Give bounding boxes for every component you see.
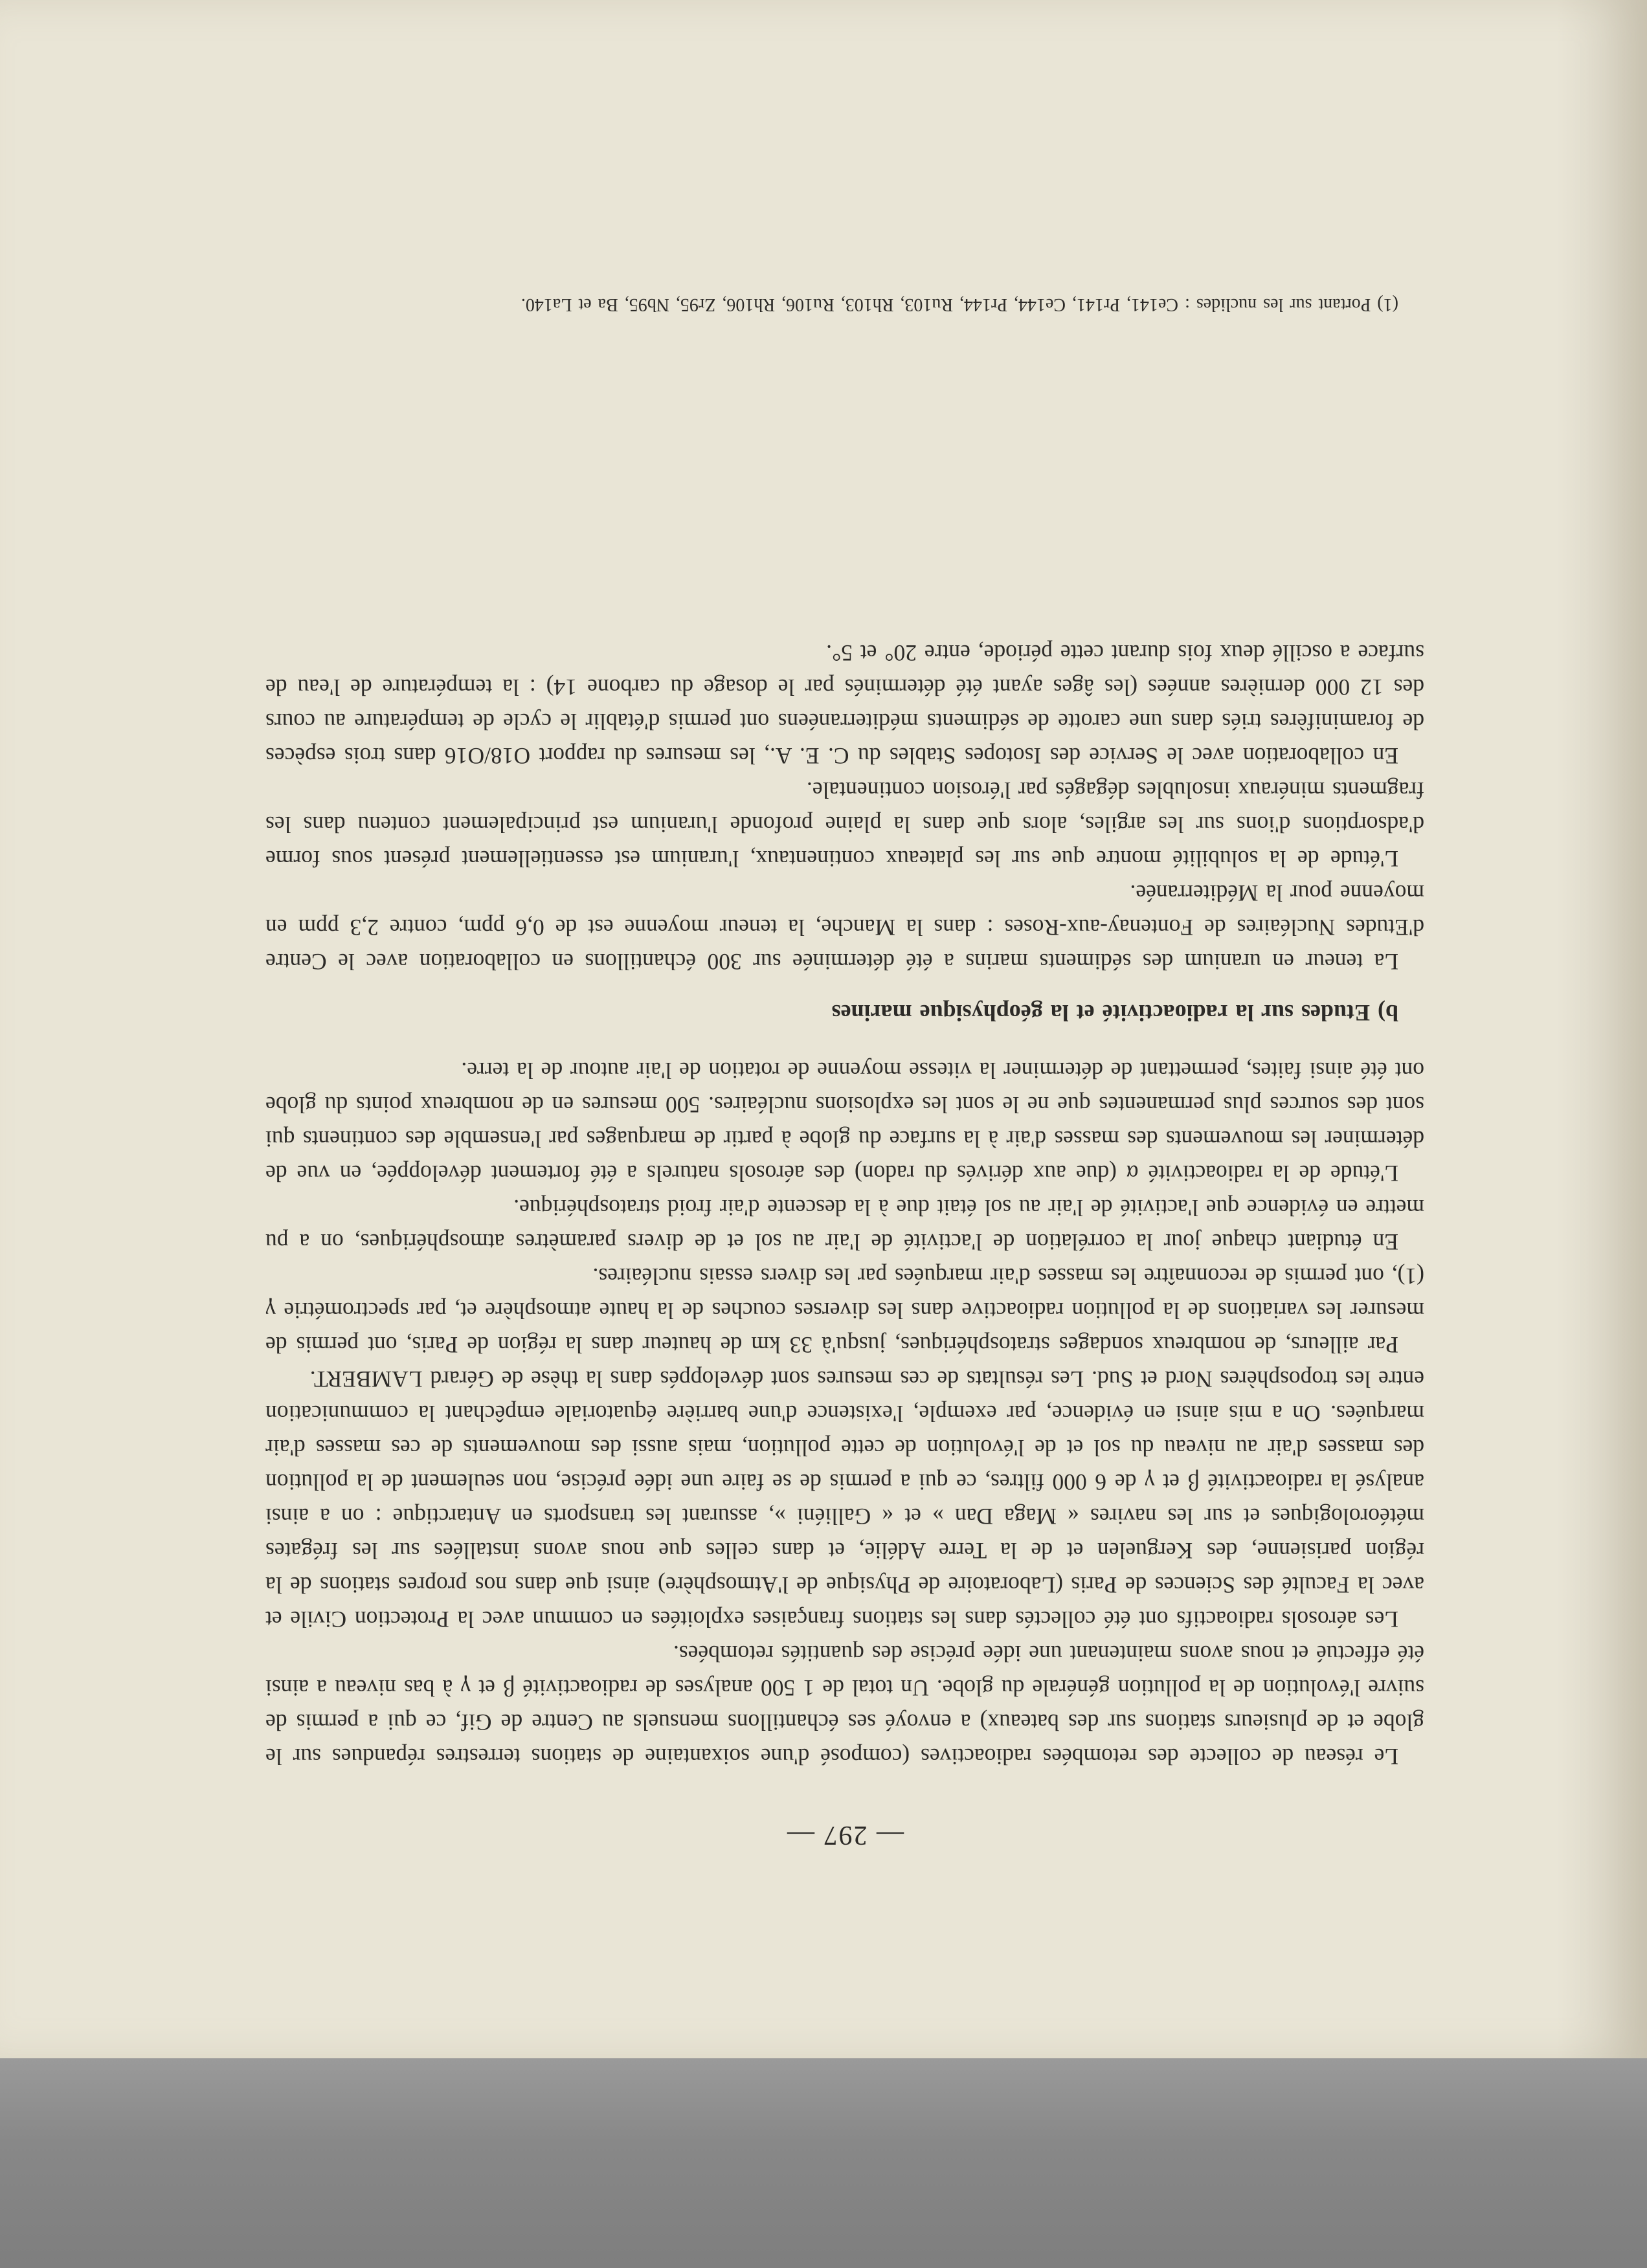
page-number: — 297 — [786,1820,904,1850]
paragraph: La teneur en uranium des sédiments marins a été déterminée sur 300 échantillons en collaboration avec le Centre d'Etudes Nucléaires de Fontenay-aux-Roses : dans la Manche, la teneur moyenne est de 0,6 ppm, contre 2,3 ppm en moyenne pour la Méditerranée. [265,880,1424,975]
page-body [265,636,1424,1851]
section-heading: b) Etudes sur la radioactivité et la géophysique marines [831,1000,1398,1026]
paragraph: Les aérosols radioactifs ont été collectés dans les stations françaises exploitées en commun avec la Protection Civile et avec la Faculté des Sciences de Paris (Laboratoire de Physique de l'Atmosphère) ainsi que dans nos propres stations de la région parisienne, des Kerguelen et de la Terre Adélie, et dans celles que nous avons installées sur les frégates météorologiques et sur les navires « Maga Dan » et « Galliéni », assurant les transports en Antarctique : on a ainsi analysé la radioactivité β et γ de 6 000 filtres, ce qui a permis de se faire une idée précise, non seulement de la pollution des masses d'air au niveau du sol et de l'évolution de cette pollution, mais aussi des mouvements de ces masses d'air marquées. On a mis ainsi en évidence, par exemple, l'existence d'une barrière équatoriale empêchant la communication entre les troposphères Nord et Sud. Les résultats de ces mesures sont développés dans la thèse de Gérard LAMBERT. [265,1366,1424,1632]
paragraph: L'étude de la solubilité montre que sur les plateaux continentaux, l'uranium est essentiellement présent sous forme d'adsorptions d'ions sur les argiles, alors que dans la plaine profonde l'uranium est principalement contenu dans les fragments minéraux insolubles dégagés par l'érosion continentale. [265,777,1424,872]
footnote: (1) Portant sur les nuclides : Ce141, Pr141, Ce144, Pr144, Ru103, Rh103, Ru106, Rh106, Zr95, Nb95, Ba et La140. [521,295,1398,315]
paragraph: Le réseau de collecte des retombées radioactives (composé d'une soixantaine de stations terrestres répandues sur le globe et de plusieurs stations sur des bateaux) a envoyé ses échantillons mensuels au Centre de Gif, ce qui a permis de suivre l'évolution de la pollution générale du globe. Un total de 1 500 analyses de radioactivité β et γ à bas niveau a ainsi été effectué et nous avons maintenant une idée précise des quantités retombées. [265,1641,1424,1770]
scanner-background [0,2058,1647,2268]
page-edge-shadow [1556,0,1647,2058]
paragraph: En étudiant chaque jour la corrélation de l'activité de l'air au sol et de divers paramètres atmosphériques, on a pu mettre en évidence que l'activité de l'air au sol était due à la descente d'air froid stratosphérique. [265,1195,1424,1255]
paragraph: Par ailleurs, de nombreux sondages stratosphériques, jusqu'à 33 km de hauteur dans la région de Paris, ont permis de mesurer les variations de la pollution radioactive dans les diverses couches de la haute atmosphère et, par spectrométrie γ (1), ont permis de reconnaître les masses d'air marquées par les divers essais nucléaires. [265,1263,1424,1358]
upside-down-printed-sheet [265,278,1424,1851]
paragraph: L'étude de la radioactivité α (due aux dérivés du radon) des aérosols naturels a été fortement développée, en vue de déterminer les mouvements des masses d'air à la surface du globe à partir de marquages par l'ensemble des continents qui sont des sources plus permanentes que ne le sont les explosions nucléaires. 500 mesures en de nombreux points du globe ont été ainsi faites, permettant de déterminer la vitesse moyenne de rotation de l'air autour de la terre. [265,1058,1424,1186]
paragraph: En collaboration avec le Service des Isotopes Stables du C. E. A., les mesures du rapport O18/O16 dans trois espèces de foraminifères triés dans une carotte de sédiments méditerranéens ont permis d'établir le cycle de température au cours des 12 000 dernières années (les âges ayant été déterminés par le dosage du carbone 14) : la température de l'eau de surface a oscillé deux fois durant cette période, entre 20° et 5°. [265,640,1424,769]
